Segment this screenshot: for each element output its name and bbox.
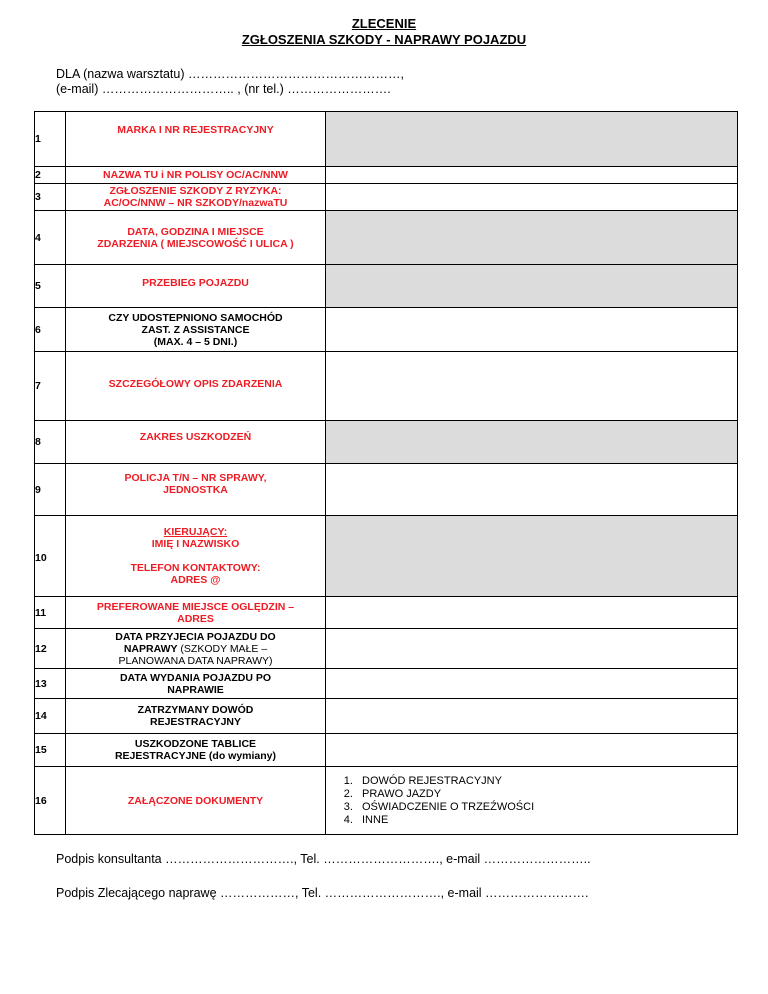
label-line: USZKODZONE TABLICE bbox=[134, 738, 257, 750]
list-item: 1. DOWÓD REJESTRACYJNY bbox=[356, 775, 737, 788]
label-line: IMIĘ I NAZWISKO bbox=[151, 538, 240, 550]
label-line: (MAX. 4 – 5 DNI.) bbox=[153, 335, 238, 348]
label-line: DATA, GODZINA I MIEJSCE bbox=[127, 225, 264, 238]
list-item: 2. PRAWO JAZDY bbox=[356, 788, 737, 801]
row-label: ZAŁĄCZONE DOKUMENTY bbox=[66, 767, 326, 835]
row-number: 15 bbox=[35, 734, 66, 767]
row-label bbox=[66, 734, 326, 767]
label-part: (SZKODY MAŁE – bbox=[177, 642, 268, 655]
row-11 bbox=[35, 597, 738, 629]
vehicle-field[interactable] bbox=[326, 112, 738, 167]
row-number: 4 bbox=[35, 211, 66, 265]
row-4 bbox=[35, 211, 738, 265]
label-line: ZDARZENIA ( MIEJSCOWOŚĆ I ULICA ) bbox=[97, 237, 294, 250]
inspection-place-field[interactable] bbox=[326, 597, 738, 629]
label-line: PLANOWANA DATA NAPRAWY) bbox=[118, 654, 273, 667]
mileage-field[interactable] bbox=[326, 265, 738, 308]
row-number: 14 bbox=[35, 699, 66, 734]
label-line: KIERUJĄCY: bbox=[163, 526, 228, 538]
row-3 bbox=[35, 184, 738, 211]
row-14 bbox=[35, 699, 738, 734]
row-number: 16 bbox=[35, 767, 66, 835]
row-number: 1 bbox=[35, 112, 66, 167]
row-8 bbox=[35, 421, 738, 464]
damage-scope-field[interactable] bbox=[326, 421, 738, 464]
row-label bbox=[66, 597, 326, 629]
row-label: ZAKRES USZKODZEŃ bbox=[66, 421, 326, 464]
driver-field[interactable] bbox=[326, 516, 738, 597]
damage-report-table bbox=[34, 111, 738, 835]
label-line: PREFEROWANE MIEJSCE OGLĘDZIN – bbox=[96, 600, 295, 613]
row-label bbox=[66, 464, 326, 516]
replacement-car-field[interactable] bbox=[326, 308, 738, 352]
attached-documents-field bbox=[326, 767, 738, 835]
insurer-field[interactable] bbox=[326, 167, 738, 184]
damaged-plates-field[interactable] bbox=[326, 734, 738, 767]
row-5 bbox=[35, 265, 738, 308]
row-15 bbox=[35, 734, 738, 767]
row-number: 12 bbox=[35, 629, 66, 669]
row-label: SZCZEGÓŁOWY OPIS ZDARZENIA bbox=[66, 352, 326, 421]
row-number: 13 bbox=[35, 669, 66, 699]
label-line: ZAST. Z ASSISTANCE bbox=[141, 323, 250, 336]
label-line: ZATRZYMANY DOWÓD bbox=[137, 704, 254, 716]
label-line: REJESTRACYJNE (do wymiany) bbox=[114, 750, 277, 762]
label-line: JEDNOSTKA bbox=[163, 484, 228, 496]
row-label bbox=[66, 211, 326, 265]
row-number: 6 bbox=[35, 308, 66, 352]
label-line: DATA WYDANIA POJAZDU PO bbox=[119, 671, 272, 684]
row-number: 10 bbox=[35, 516, 66, 597]
row-2 bbox=[35, 167, 738, 184]
label-line: ADRES @ bbox=[170, 574, 221, 586]
consultant-signature-line: Podpis konsultanta …………………………., Tel. ………………………., e-mail …………………….. bbox=[56, 852, 591, 866]
row-6 bbox=[35, 308, 738, 352]
release-date-field[interactable] bbox=[326, 669, 738, 699]
list-item: 4. INNE bbox=[356, 814, 737, 827]
row-1 bbox=[35, 112, 738, 167]
row-12 bbox=[35, 629, 738, 669]
label-line: DATA PRZYJECIA POJAZDU DO bbox=[115, 630, 276, 643]
label-line: ZGŁOSZENIE SZKODY Z RYZYKA: bbox=[109, 185, 282, 197]
row-label bbox=[66, 699, 326, 734]
police-field[interactable] bbox=[326, 464, 738, 516]
title-line-1: ZLECENIE bbox=[351, 16, 417, 31]
claim-number-field[interactable] bbox=[326, 184, 738, 211]
client-signature-line: Podpis Zlecającego naprawę ………………, Tel. ………………………., e-mail ……………………. bbox=[56, 886, 589, 900]
label-line: NAPRAWIE bbox=[167, 683, 224, 696]
row-number: 5 bbox=[35, 265, 66, 308]
label-line: REJESTRACYJNY bbox=[149, 716, 242, 728]
row-label bbox=[66, 308, 326, 352]
label-part: NAPRAWY bbox=[123, 642, 178, 655]
admission-date-field[interactable] bbox=[326, 629, 738, 669]
label-line: POLICJA T/N – NR SPRAWY, bbox=[124, 472, 267, 484]
row-label bbox=[66, 629, 326, 669]
list-item: 3. OŚWIADCZENIE O TRZEŹWOŚCI bbox=[356, 801, 737, 814]
row-9 bbox=[35, 464, 738, 516]
workshop-line: DLA (nazwa warsztatu) ……………………………………………, bbox=[56, 67, 404, 81]
title-line-2: ZGŁOSZENIA SZKODY - NAPRAWY POJAZDU bbox=[241, 32, 527, 47]
row-number: 11 bbox=[35, 597, 66, 629]
label-line: ADRES bbox=[177, 612, 214, 625]
label-line: AC/OC/NNW – NR SZKODY/nazwaTU bbox=[103, 197, 288, 209]
incident-description-field[interactable] bbox=[326, 352, 738, 421]
row-16 bbox=[35, 767, 738, 835]
row-label bbox=[66, 516, 326, 597]
row-label: MARKA I NR REJESTRACYJNY bbox=[66, 112, 326, 167]
row-number: 2 bbox=[35, 167, 66, 184]
row-label bbox=[66, 669, 326, 699]
row-number: 3 bbox=[35, 184, 66, 211]
row-label bbox=[66, 184, 326, 211]
row-13 bbox=[35, 669, 738, 699]
row-10 bbox=[35, 516, 738, 597]
incident-date-place-field[interactable] bbox=[326, 211, 738, 265]
documents-list bbox=[326, 775, 737, 827]
row-number: 7 bbox=[35, 352, 66, 421]
label-line: TELEFON KONTAKTOWY: bbox=[130, 562, 261, 574]
retained-registration-field[interactable] bbox=[326, 699, 738, 734]
row-label: PRZEBIEG POJAZDU bbox=[66, 265, 326, 308]
row-number: 8 bbox=[35, 421, 66, 464]
row-7 bbox=[35, 352, 738, 421]
label-line: CZY UDOSTEPNIONO SAMOCHÓD bbox=[108, 311, 283, 324]
row-number: 9 bbox=[35, 464, 66, 516]
row-label: NAZWA TU i NR POLISY OC/AC/NNW bbox=[66, 167, 326, 184]
contact-line: (e-mail) ………………………….. , (nr tel.) ……………………. bbox=[56, 82, 391, 96]
